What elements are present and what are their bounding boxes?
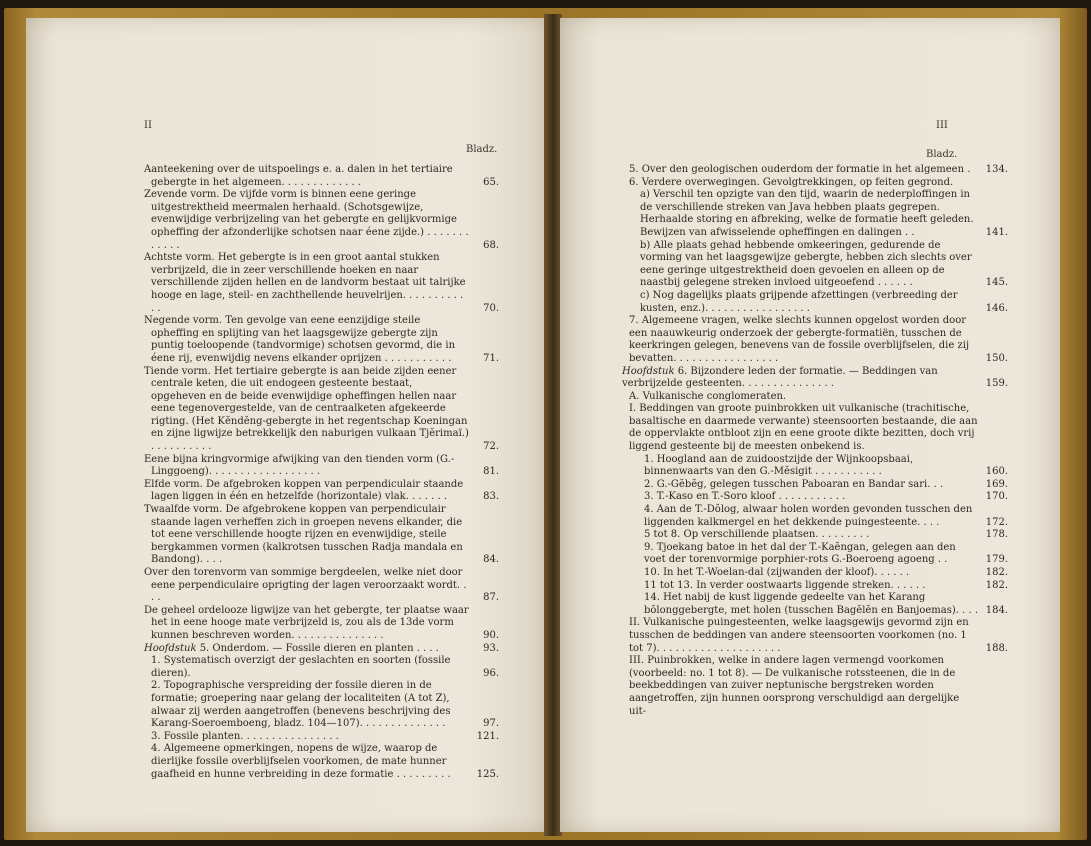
right-page <box>560 18 1060 832</box>
toc-entry: a) Verschil ten opzigte van den tijd, waarin de nederploffingen in de verschillende streken van Java hebben plaats gegrepen. Herhaalde storing en afbreking, welke de formatie heeft geleden. Bewijzen van afwisselende opheffingen en dalingen . . 141. <box>640 189 1008 238</box>
toc-entry: Twaalfde vorm. De afgebrokene koppen van perpendiculair staande lagen verheffen zich in groepen nevens elkander, die tot eene verschillende hoogte rijzen en evenwijdige, steile bergkammen vormen (kalkrotsen tusschen Radja mandala en Bandong). . . . 84. <box>144 504 499 566</box>
toc-entry: Negende vorm. Ten gevolge van eene eenzijdige steile opheffing en splijting van het laagsgewijze gebergte zijn puntig toeloopende (tandvormige) schotsen gevormd, die in éene rij, evenwijdig nevens elkander oprijzen . . . . . . . . . . . 71. <box>144 315 499 364</box>
table-of-contents <box>622 164 1008 718</box>
toc-entry: 3. Fossile planten. . . . . . . . . . . . . . . . 121. <box>151 730 499 742</box>
toc-entry: 1. Systematisch overzigt der geslachten en soorten (fossile dieren). 96. <box>151 655 499 679</box>
toc-entry: 9. Tjoekang batoe in het dal der T.-Kaĕngan, gelegen aan den voet der torenvormige porphier-rots G.-Boeroeng agoeng . . 179. <box>644 541 1008 566</box>
left-page <box>26 18 546 832</box>
column-header-bladz: Bladz. <box>926 149 958 160</box>
toc-chapter: Hoofdstuk 6. Bijzondere leden der formatie. — Beddingen van verbrijzelde gesteenten. . . . . . . . . . . . . . . 159. <box>622 365 1008 390</box>
toc-entry: 2. G.-Gĕbĕg, gelegen tusschen Paboaran en Bandar sari. . . 169. <box>644 478 1008 490</box>
page-number: III <box>936 120 948 131</box>
toc-entry: Tiende vorm. Het tertiaire gebergte is aan beide zijden eener centrale keten, die uit endogeen gesteente bestaat, opgeheven en de beide evenwijdige opheffingen hellen naar eene tegenovergestelde, van de centraalketen afgekeerde rigting. (Het Kĕndĕng-gebergte in het regentschap Koeningan en zijne ligwijze betrekkelijk den naburigen vulkaan Tjĕrimaï.) . . . . . . . . . . 72. <box>144 365 499 453</box>
toc-entry: Elfde vorm. De afgebroken koppen van perpendiculair staande lagen liggen in één en hetzelfde (horizontale) vlak. . . . . . . 83. <box>144 478 499 503</box>
toc-entry: 1. Hoogland aan de zuidoostzijde der Wijnkoopsbaai, binnenwaarts van den G.-Mĕsigit . . . . . . . . . . . 160. <box>644 453 1008 478</box>
toc-entry: 2. Topographische verspreiding der fossile dieren in de formatie; groepering naar gelang der localiteiten (A tot Z), alwaar zij werden aangetroffen (benevens beschrijving des Karang-Soeroemboeng, bladz. 104—107). . . . . . . . . . . . . . 97. <box>151 680 499 730</box>
toc-entry: A. Vulkanische conglomeraten. <box>629 390 787 402</box>
table-of-contents <box>144 164 499 781</box>
toc-entry: I. Beddingen van groote puinbrokken uit vulkanische (trachitische, basaltische en daarmede verwante) steensoorten bestaande, die aan de oppervlakte ontbloot zijn en eene groote dikte bezitten, doch vrij liggend gesteente bij de meesten onbekend is. <box>629 403 978 453</box>
toc-entry: 6. Verdere overwegingen. Gevolgtrekkingen, op feiten gegrond. <box>629 176 954 188</box>
toc-entry: Achtste vorm. Het gebergte is in een groot aantal stukken verbrijzeld, die in zeer verschillende hoeken en naar verschillende zijden hellen en de landvorm bestaat uit talrijke hooge en lage, steil- en zachthellende heuvelrijen. . . . . . . . . . . . 70. <box>144 252 499 314</box>
toc-entry: III. Puinbrokken, welke in andere lagen vermengd voorkomen (voorbeeld: no. 1 tot 8). — De vulkanische rotssteenen, die in de beekbeddingen van zuiver neptunische bergstreken worden aangetroffen, zijn hunnen oorsprong verschuldigd aan dergelijke uit- <box>629 655 960 717</box>
toc-entry: 5. Over den geologischen ouderdom der formatie in het algemeen . 134. <box>629 164 1008 175</box>
toc-entry: 7. Algemeene vragen, welke slechts kunnen opgelost worden door een naauwkeurig onderzoek der gebergte-formatiën, tusschen de keerkringen gelegen, benevens van de fossile overblijfselen, die zij bevatten. . . . . . . . . . . . . . . . . 150. <box>629 315 1008 364</box>
toc-entry: Aanteekening over de uitspoelings e. a. dalen in het tertiaire gebergte in het algemeen. . . . . . . . . . . . . 65. <box>144 164 499 188</box>
toc-entry: 5 tot 8. Op verschillende plaatsen. . . . . . . . . 178. <box>644 529 1008 541</box>
page-number: II <box>144 120 152 131</box>
toc-entry: II. Vulkanische puingesteenten, welke laagsgewijs gevormd zijn en tusschen de beddingen van andere steensoorten voorkomen (no. 1 tot 7). . . . . . . . . . . . . . . . . . . . 188. <box>629 617 1008 654</box>
toc-entry: 4. Algemeene opmerkingen, nopens de wijze, waarop de dierlijke fossile overblijfselen voorkomen, de mate hunner gaafheid en hunne verbreiding in deze formatie . . . . . . . . . 125. <box>151 743 499 780</box>
column-header-bladz: Bladz. <box>466 144 498 155</box>
toc-chapter: Hoofdstuk 5. Onderdom. — Fossile dieren en planten . . . . 93. <box>144 642 499 654</box>
toc-entry: Eene bijna kringvormige afwijking van den tienden vorm (G.-Linggoeng). . . . . . . . . . . . . . . . . . 81. <box>144 453 499 478</box>
toc-entry: Over den torenvorm van sommige bergdeelen, welke niet door eene perpendiculaire oprigting der lagen veroorzaakt wordt. . . . 87. <box>144 567 499 604</box>
toc-entry: 3. T.-Kaso en T.-Soro kloof . . . . . . . . . . . 170. <box>644 491 1008 503</box>
toc-entry: 4. Aan de T.-Dŏlog, alwaar holen worden gevonden tusschen den liggenden kalkmergel en het dekkende puingesteente. . . . 172. <box>644 504 1008 528</box>
toc-entry: 14. Het nabij de kust liggende gedeelte van het Karang bŏlonggebergte, met holen (tusschen Bagĕlĕn en Banjoemas). . . . 184. <box>644 592 1008 616</box>
toc-entry: 11 tot 13. In verder oostwaarts liggende streken. . . . . . 182. <box>644 579 1008 591</box>
toc-entry: De geheel ordelooze ligwijze van het gebergte, ter plaatse waar het in eene hooge mate verbrijzeld is, zou als de 13de vorm kunnen beschreven worden. . . . . . . . . . . . . . . 90. <box>144 604 499 641</box>
toc-entry: b) Alle plaats gehad hebbende omkeeringen, gedurende de vorming van het laagsgewijze gebergte, hebben zich slechts over eene geringe uitgestrektheid doen gevoelen en alleen op de naastbij gelegene streken invloed uitgeoefend . . . . . . 145. <box>640 239 1008 289</box>
toc-entry: 10. In het T.-Woelan-dal (zijwanden der kloof). . . . . . 182. <box>644 567 1008 578</box>
toc-entry: c) Nog dagelijks plaats grijpende afzettingen (verbreeding der kusten, enz.). . . . . . . . . . . . . . . . . 146. <box>640 289 1008 314</box>
toc-entry: Zevende vorm. De vijfde vorm is binnen eene geringe uitgestrektheid meermalen herhaald. (Schotsgewijze, evenwijdige verbrijzeling van het gebergte en gelijkvormige opheffing der afzonderlijke schotsen naar éene zijde.) . . . . . . . . . . . . 68. <box>144 189 499 251</box>
